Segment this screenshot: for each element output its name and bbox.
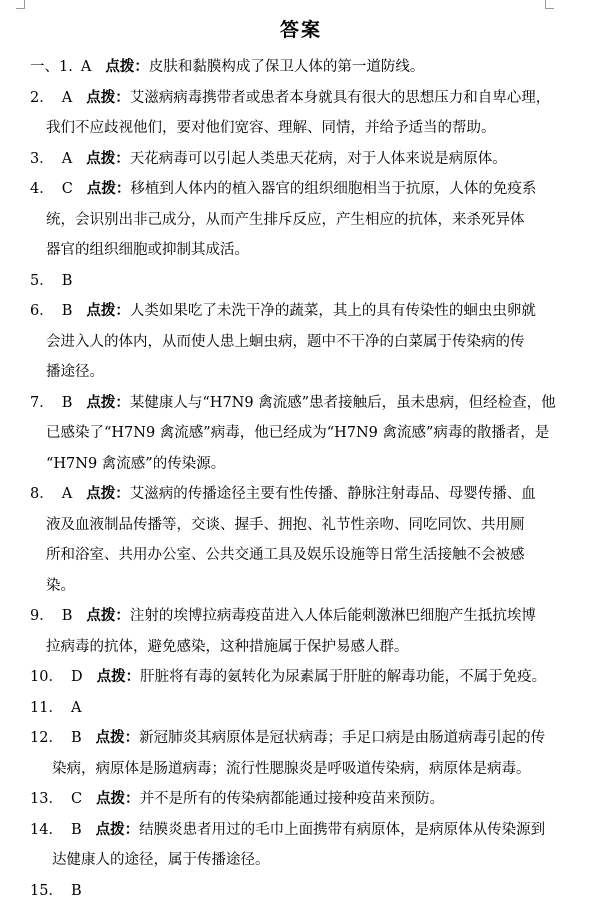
explanation-text: 新冠肺炎其病原体是冠状病毒；手足口病是由肠道病毒引起的传 [139,730,545,746]
answer-list [30,52,560,906]
page-title: 答案 [0,18,602,42]
explanation-text: 所和浴室、共用办公室、公共交通工具及娱乐设施等日常生活接触不会被感 [46,547,525,563]
explanation-text: 某健康人与“H7N9 禽流感”患者接触后，虽未患病，但经检查，他 [130,395,556,411]
answer-choice: C [71,791,82,807]
hint-label: 点拨： [86,485,130,502]
answer-choice: A [81,59,91,75]
answer-choice: A [62,151,72,167]
answer-item [30,479,560,601]
answer-choice: A [62,90,72,106]
answer-choice: B [71,883,82,899]
explanation-text: 我们不应歧视他们，要对他们宽容、理解、同情，并给予适当的帮助。 [46,120,496,136]
answer-item [30,388,560,480]
explanation-text: 液及血液制品传播等，交谈、握手、拥抱、礼节性亲吻、同吃同饮、共用厕 [46,517,525,533]
answer-choice: B [62,273,73,289]
answer-item [30,815,560,876]
answer-continuation-line [30,449,560,480]
answer-continuation-line [30,571,560,602]
explanation-text: 并不是所有的传染病都能通过接种疫苗来预防。 [140,791,445,807]
question-number: 一、1. [30,59,73,75]
answer-item [30,174,560,266]
question-number: 12． [30,730,63,746]
explanation-text: 染。 [46,578,75,594]
hint-label: 点拨： [96,790,140,807]
answer-continuation-line [30,205,560,236]
question-number: 11． [30,700,63,716]
question-number: 13． [30,791,63,807]
question-number: 7． [30,395,54,411]
explanation-text: 肝脏将有毒的氨转化为尿素属于肝脏的解毒功能，不属于免疫。 [140,669,546,685]
hint-label: 点拨： [86,150,130,167]
question-number: 10． [30,669,63,685]
answer-choice: B [62,608,73,624]
hint-label: 点拨： [96,729,140,746]
answer-item [30,723,560,784]
answer-first-line [30,266,560,297]
answer-item [30,83,560,144]
answer-first-line [30,784,560,815]
answer-item [30,144,560,175]
explanation-text: 结膜炎患者用过的毛巾上面携带有病原体，是病原体从传染源到 [139,822,545,838]
answer-continuation-line [30,754,560,785]
answer-continuation-line [30,540,560,571]
question-number: 3． [30,151,54,167]
question-number: 2． [30,90,54,106]
answer-continuation-line [30,510,560,541]
question-number: 8． [30,486,54,502]
explanation-text: 统，会识别出非己成分，从而产生排斥反应，产生相应的抗体，来杀死异体 [46,212,525,228]
explanation-text: 会进入人的体内，从而使人患上蛔虫病，题中不干净的白菜属于传染病的传 [46,334,525,350]
page-corner-mark-left [16,0,25,9]
answer-continuation-line [30,418,560,449]
answer-item [30,601,560,662]
question-number: 9． [30,608,54,624]
answer-continuation-line [30,235,560,266]
hint-label: 点拨： [86,607,130,624]
answer-first-line [30,83,560,114]
answer-item [30,876,560,906]
answer-continuation-line [30,845,560,876]
answer-continuation-line [30,327,560,358]
explanation-text: 达健康人的途径，属于传播途径。 [52,852,270,868]
hint-label: 点拨： [86,89,130,106]
answer-first-line [30,174,560,205]
explanation-text: 拉病毒的抗体，避免感染，这种措施属于保护易感人群。 [46,639,409,655]
answer-choice: D [71,669,83,685]
explanation-text: 艾滋病病毒携带者或患者本身就具有很大的思想压力和自卑心理， [130,90,551,106]
answer-choice: C [62,181,73,197]
answer-first-line [30,388,560,419]
answer-choice: A [62,486,72,502]
explanation-text: 艾滋病的传播途径主要有性传播、静脉注射毒品、母婴传播、血 [130,486,536,502]
answer-choice: A [71,700,81,716]
hint-label: 点拨： [96,821,140,838]
question-number: 4． [30,181,54,197]
page-corner-mark-right [545,0,554,9]
explanation-text: 器官的组织细胞或抑制其成活。 [46,242,249,258]
explanation-text: 皮肤和黏膜构成了保卫人体的第一道防线。 [149,59,425,75]
question-number: 15． [30,883,63,899]
answer-first-line [30,693,560,724]
answer-first-line [30,601,560,632]
answer-first-line [30,296,560,327]
answer-first-line [30,876,560,906]
explanation-text: 播途径。 [46,364,104,380]
answer-continuation-line [30,113,560,144]
hint-label: 点拨： [86,302,130,319]
answer-choice: B [62,303,73,319]
explanation-text: 天花病毒可以引起人类患天花病，对于人体来说是病原体。 [130,151,507,167]
hint-label: 点拨： [87,180,131,197]
explanation-text: 人类如果吃了未洗干净的蔬菜，其上的具有传染性的蛔虫虫卵就 [130,303,536,319]
answer-item [30,266,560,297]
hint-label: 点拨： [105,58,149,75]
answer-continuation-line [30,632,560,663]
hint-label: 点拨： [97,668,141,685]
explanation-text: “H7N9 禽流感”的传染源。 [46,456,225,472]
answer-first-line [30,815,560,846]
explanation-text: 注射的埃博拉病毒疫苗进入人体后能刺激淋巴细胞产生抵抗埃博 [130,608,536,624]
explanation-text: 染病，病原体是肠道病毒；流行性腮腺炎是呼吸道传染病，病原体是病毒。 [52,761,531,777]
answer-first-line [30,662,560,693]
explanation-text: 移植到人体内的植入器官的组织细胞相当于抗原，人体的免疫系 [130,181,536,197]
answer-item [30,693,560,724]
answer-item [30,52,560,83]
explanation-text: 已感染了“H7N9 禽流感”病毒，他已经成为“H7N9 禽流感”病毒的散播者，是 [46,425,549,441]
answer-choice: B [71,730,82,746]
answer-first-line [30,144,560,175]
answer-choice: B [62,395,73,411]
answer-item [30,784,560,815]
answer-item [30,662,560,693]
question-number: 14． [30,822,63,838]
answer-first-line [30,479,560,510]
question-number: 6． [30,303,54,319]
question-number: 5． [30,273,54,289]
answer-first-line [30,723,560,754]
answer-continuation-line [30,357,560,388]
answer-choice: B [71,822,82,838]
answer-item [30,296,560,388]
answer-first-line [30,52,560,83]
hint-label: 点拨： [86,394,130,411]
